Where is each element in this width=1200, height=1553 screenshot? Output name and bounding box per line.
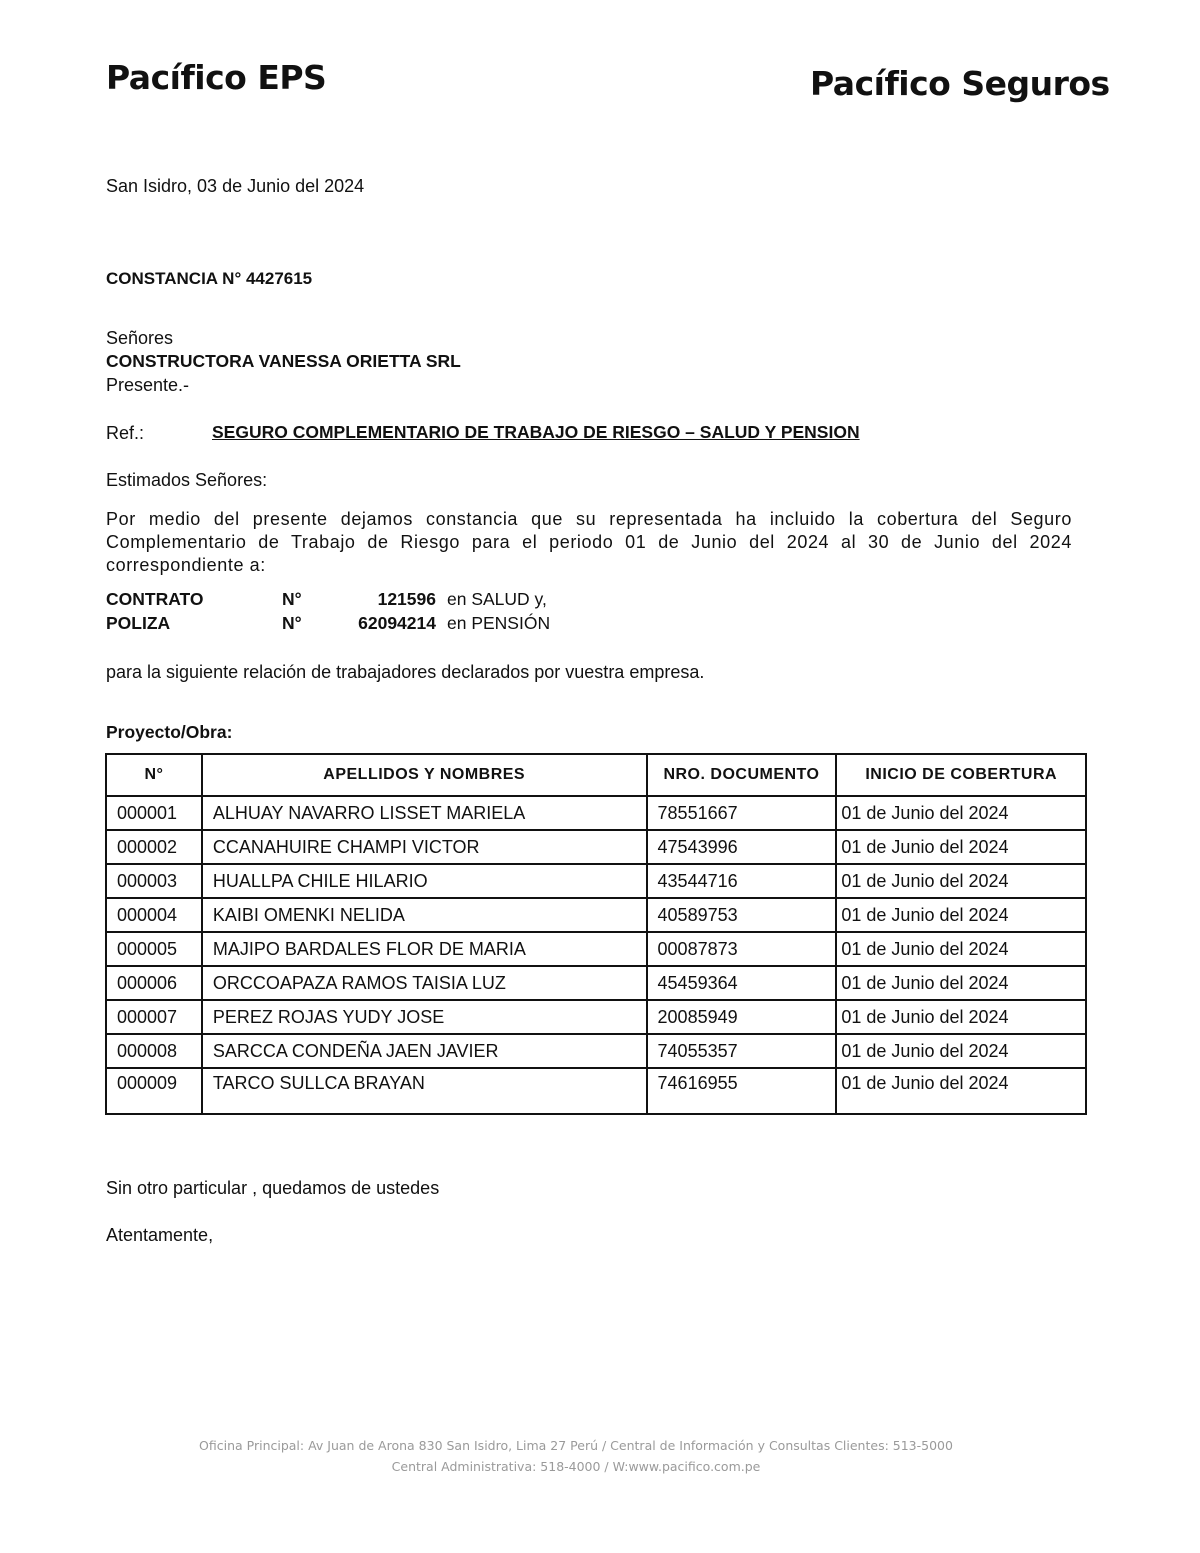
row-number: 000005 bbox=[106, 932, 202, 966]
row-name: KAIBI OMENKI NELIDA bbox=[202, 898, 647, 932]
row-coverage-start: 01 de Junio del 2024 bbox=[836, 796, 1086, 830]
row-name: HUALLPA CHILE HILARIO bbox=[202, 864, 647, 898]
row-document: 40589753 bbox=[647, 898, 837, 932]
row-document: 47543996 bbox=[647, 830, 837, 864]
footer-address: Oficina Principal: Av Juan de Arona 830 San Isidro, Lima 27 Perú / Central de Información y Consultas Clientes: 513-5000 bbox=[199, 1438, 953, 1453]
row-number: 000008 bbox=[106, 1034, 202, 1068]
row-name: ALHUAY NAVARRO LISSET MARIELA bbox=[202, 796, 647, 830]
header-coverage-start: INICIO DE COBERTURA bbox=[836, 754, 1086, 796]
row-document: 45459364 bbox=[647, 966, 837, 1000]
table-row bbox=[106, 864, 1086, 898]
table-row bbox=[106, 796, 1086, 830]
table-header-row bbox=[106, 754, 1086, 796]
contract-suffix: en SALUD y, bbox=[447, 589, 547, 609]
row-document: 74055357 bbox=[647, 1034, 837, 1068]
table-row bbox=[106, 898, 1086, 932]
row-coverage-start: 01 de Junio del 2024 bbox=[836, 1068, 1086, 1114]
row-name: TARCO SULLCA BRAYAN bbox=[202, 1068, 647, 1114]
row-number: 000007 bbox=[106, 1000, 202, 1034]
row-coverage-start: 01 de Junio del 2024 bbox=[836, 1000, 1086, 1034]
letter-date: San Isidro, 03 de Junio del 2024 bbox=[106, 176, 365, 196]
row-name: ORCCOAPAZA RAMOS TAISIA LUZ bbox=[202, 966, 647, 1000]
contract-row bbox=[106, 589, 606, 611]
row-document: 00087873 bbox=[647, 932, 837, 966]
closing-line: Sin otro particular , quedamos de ustedes bbox=[106, 1178, 440, 1198]
project-label: Proyecto/Obra: bbox=[106, 722, 233, 742]
header-number: N° bbox=[106, 754, 202, 796]
policy-n-label: N° bbox=[282, 613, 302, 633]
row-number: 000003 bbox=[106, 864, 202, 898]
row-document: 74616955 bbox=[647, 1068, 837, 1114]
header-document: NRO. DOCUMENTO bbox=[647, 754, 837, 796]
row-number: 000001 bbox=[106, 796, 202, 830]
relation-text: para la siguiente relación de trabajadores declarados por vuestra empresa. bbox=[106, 662, 705, 682]
greeting: Estimados Señores: bbox=[106, 470, 268, 490]
table-row bbox=[106, 830, 1086, 864]
row-coverage-start: 01 de Junio del 2024 bbox=[836, 864, 1086, 898]
policy-suffix: en PENSIÓN bbox=[447, 613, 551, 633]
table-row bbox=[106, 1034, 1086, 1068]
signoff: Atentamente, bbox=[106, 1225, 214, 1245]
row-name: SARCCA CONDEÑA JAEN JAVIER bbox=[202, 1034, 647, 1068]
footer-contact: Central Administrativa: 518-4000 / W:www.pacifico.com.pe bbox=[391, 1459, 761, 1474]
row-coverage-start: 01 de Junio del 2024 bbox=[836, 966, 1086, 1000]
row-document: 20085949 bbox=[647, 1000, 837, 1034]
pacifico-seguros-logo: Pacífico Seguros bbox=[810, 64, 1110, 103]
policy-label: POLIZA bbox=[106, 613, 171, 633]
constancia-number: CONSTANCIA N° 4427615 bbox=[106, 269, 313, 288]
row-document: 43544716 bbox=[647, 864, 837, 898]
row-number: 000004 bbox=[106, 898, 202, 932]
header-name: APELLIDOS Y NOMBRES bbox=[202, 754, 647, 796]
row-name: PEREZ ROJAS YUDY JOSE bbox=[202, 1000, 647, 1034]
contract-label: CONTRATO bbox=[106, 589, 204, 609]
table-row bbox=[106, 1068, 1086, 1114]
ref-subject: SEGURO COMPLEMENTARIO DE TRABAJO DE RIESGO – SALUD Y PENSION bbox=[212, 422, 860, 442]
row-coverage-start: 01 de Junio del 2024 bbox=[836, 830, 1086, 864]
row-number: 000002 bbox=[106, 830, 202, 864]
pacifico-eps-logo: Pacífico EPS bbox=[106, 58, 327, 97]
company-name: CONSTRUCTORA VANESSA ORIETTA SRL bbox=[106, 351, 461, 371]
body-paragraph: Por medio del presente dejamos constancia que su representada ha incluido la cobertura del Seguro Complementario de Trabajo de Riesgo para el periodo 01 de Junio del 2024 al 30 de Junio del 2024 correspondiente a: bbox=[106, 509, 1072, 575]
table-row bbox=[106, 966, 1086, 1000]
row-document: 78551667 bbox=[647, 796, 837, 830]
table-row bbox=[106, 1000, 1086, 1034]
row-number: 000006 bbox=[106, 966, 202, 1000]
workers-table bbox=[105, 753, 1087, 1115]
row-coverage-start: 01 de Junio del 2024 bbox=[836, 932, 1086, 966]
policy-number: 62094214 bbox=[358, 613, 436, 633]
row-number: 000009 bbox=[106, 1068, 202, 1114]
row-name: CCANAHUIRE CHAMPI VICTOR bbox=[202, 830, 647, 864]
presente-line: Presente.- bbox=[106, 375, 190, 395]
row-coverage-start: 01 de Junio del 2024 bbox=[836, 898, 1086, 932]
ref-label: Ref.: bbox=[106, 423, 145, 443]
salutation: Señores bbox=[106, 328, 174, 348]
table-row bbox=[106, 932, 1086, 966]
row-coverage-start: 01 de Junio del 2024 bbox=[836, 1034, 1086, 1068]
contract-number: 121596 bbox=[377, 589, 436, 609]
policy-row bbox=[106, 613, 606, 635]
contract-n-label: N° bbox=[282, 589, 302, 609]
row-name: MAJIPO BARDALES FLOR DE MARIA bbox=[202, 932, 647, 966]
